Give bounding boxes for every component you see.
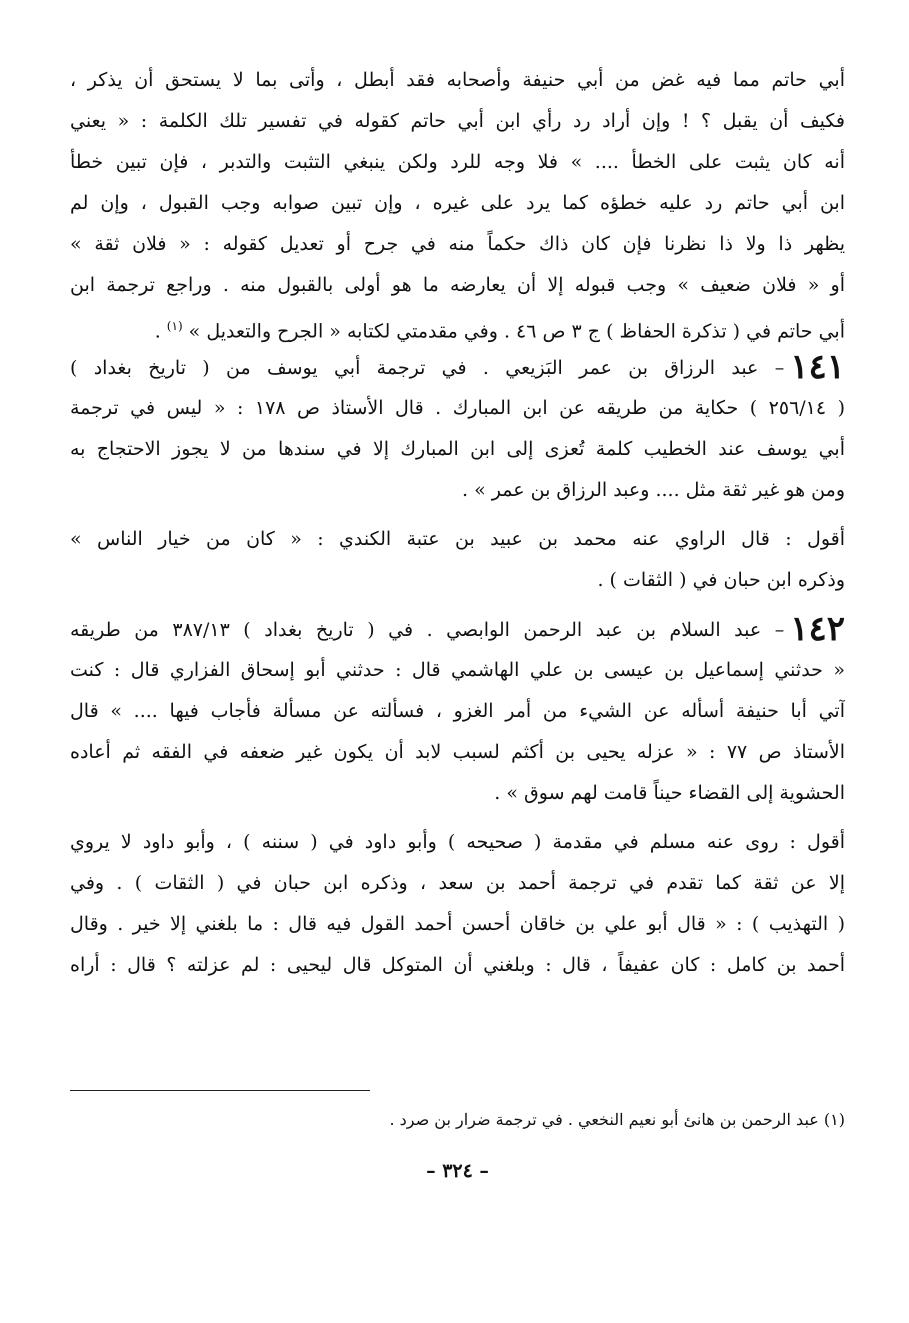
reply-line: أقول : روى عنه مسلم في مقدمة ( صحيحه ) وأبو داود في ( سننه ) ، وأبو داود لا يروي (70, 831, 845, 853)
entry-141 (70, 347, 845, 601)
footnote-ref: (١) (166, 319, 183, 333)
body-line: أبي حاتم مما فيه غض من أبي حنيفة وأصحابه فقد أبطل ، وأتى بما لا يستحق أن يذكر ، (70, 69, 845, 91)
reply-line: ( التهذيب ) : « قال أبو علي بن خاقان أحسن أحمد القول فيه قال : ما بلغني إلا خير . وقال (70, 913, 845, 935)
footnote-divider (70, 1090, 370, 1091)
body-line: أبي حاتم في ( تذكرة الحفاظ ) ج ٣ ص ٤٦ . وفي مقدمتي لكتابه « الجرح والتعديل » $^{(١)}$ . (154, 319, 845, 343)
body-line: ابن أبي حاتم رد عليه خطؤه كما يرد على غيره ، وإن تبين صوابه وجب القبول ، وإن لم (70, 192, 845, 214)
entry-line: الأستاذ ص ٧٧ : « عزله يحيى بن أكثم لسبب لابد أن يكون غير ضعفه في الفقه ثم أعاده (70, 741, 845, 763)
entry-number: ١٤٢ (790, 609, 845, 649)
entry-heading: ١٤٢– عبد السلام بن عبد الرحمن الوابصي . في ( تاريخ بغداد ) ٣٨٧/١٣ من طريقه (70, 609, 845, 649)
entry-number: ١٤١ (790, 347, 845, 387)
entry-line: آتي أبا حنيفة أسأله عن الشيء من أمر الغزو ، فسألته عن مسألة فأجاب فيها .... » قال (70, 700, 845, 722)
entry-142 (70, 609, 845, 986)
entry-line: الحشوية إلى القضاء حيناً قامت لهم سوق » . (494, 782, 845, 804)
footnote: (١) عبد الرحمن بن هانئ أبو نعيم النخعي . في ترجمة ضرار بن صرد . (389, 1110, 845, 1129)
reply-line: وذكره ابن حبان في ( الثقات ) . (597, 569, 845, 591)
intro-paragraph (70, 60, 845, 347)
reply-line: أقول : قال الراوي عنه محمد بن عبيد بن عتبة الكندي : « كان من خيار الناس » (70, 528, 845, 550)
body-line: أنه كان يثبت على الخطأ .... » فلا وجه للرد ولكن ينبغي التثبت والتدبر ، فإن تبين خطأ (70, 151, 845, 173)
entry-line: « حدثني إسماعيل بن عيسى بن علي الهاشمي قال : حدثني أبو إسحاق الفزاري قال : كنت (70, 659, 845, 681)
document-page (70, 60, 845, 1260)
page-number: – ٣٢٤ – (426, 1160, 489, 1182)
body-line: فكيف أن يقبل ؟ ! وإن أراد رد رأي ابن أبي حاتم كقوله في تفسير تلك الكلمة : « يعني (70, 110, 845, 132)
body-line: يظهر ذا ولا ذا نظرنا فإن كان ذاك حكماً منه في جرح أو تعديل كقوله : « فلان ثقة » (70, 233, 845, 255)
entry-heading: ١٤١– عبد الرزاق بن عمر البَزيعي . في ترجمة أبي يوسف من ( تاريخ بغداد ) (70, 347, 845, 387)
entry-line: أبي يوسف عند الخطيب كلمة تُعزى إلى ابن المبارك إلا في سندها من لا يجوز الاحتجاج به (70, 438, 845, 460)
entry-line: ( ٢٥٦/١٤ ) حكاية من طريقه عن ابن المبارك . قال الأستاذ ص ١٧٨ : « ليس في ترجمة (70, 397, 845, 419)
entry-line: ومن هو غير ثقة مثل .... وعبد الرزاق بن عمر » . (462, 479, 845, 501)
reply-line: إلا عن ثقة كما تقدم في ترجمة أحمد بن سعد ، وذكره ابن حبان في ( الثقات ) . وفي (70, 872, 845, 894)
reply-line: أحمد بن كامل : كان عفيفاً ، قال : وبلغني أن المتوكل قال ليحيى : لم عزلته ؟ قال : أراه (70, 954, 845, 976)
body-line: أو « فلان ضعيف » وجب قبوله إلا أن يعارضه ما هو أولى بالقبول منه . وراجع ترجمة ابن (70, 274, 845, 296)
